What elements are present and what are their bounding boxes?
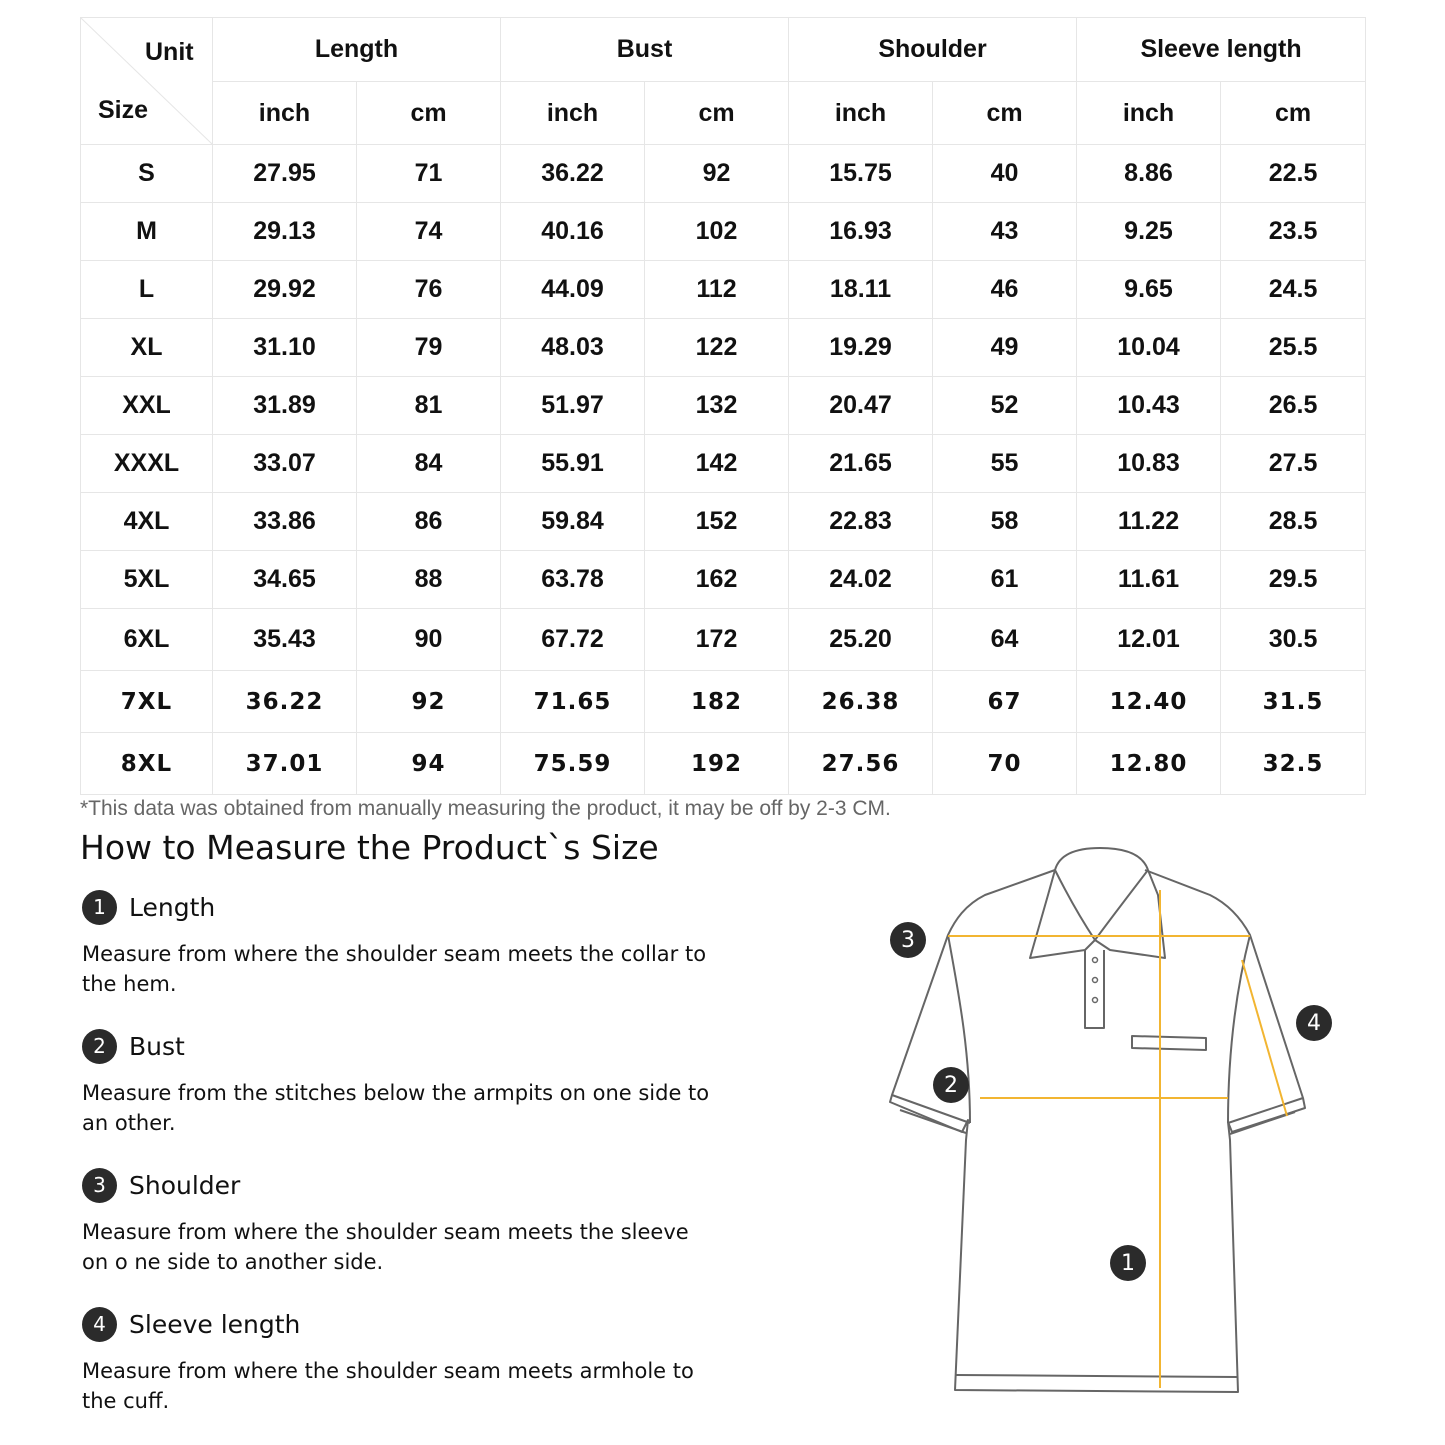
value-cell: 22.83: [789, 493, 933, 551]
value-cell: 152: [645, 493, 789, 551]
unit-header: inch: [1077, 82, 1221, 145]
value-cell: 51.97: [501, 377, 645, 435]
value-cell: 52: [933, 377, 1077, 435]
table-row: [81, 671, 1366, 733]
value-cell: 58: [933, 493, 1077, 551]
value-cell: 29.13: [213, 203, 357, 261]
value-cell: 55: [933, 435, 1077, 493]
size-cell: L: [81, 261, 213, 319]
value-cell: 24.5: [1221, 261, 1366, 319]
step-bust: [82, 1028, 722, 1138]
unit-size-corner-cell: [81, 18, 213, 145]
value-cell: 86: [357, 493, 501, 551]
value-cell: 84: [357, 435, 501, 493]
value-cell: 27.95: [213, 145, 357, 203]
header-shoulder: Shoulder: [789, 18, 1077, 82]
value-cell: 142: [645, 435, 789, 493]
value-cell: 67.72: [501, 609, 645, 671]
value-cell: 64: [933, 609, 1077, 671]
step-title: Length: [129, 892, 216, 922]
value-cell: 182: [645, 671, 789, 733]
value-cell: 33.86: [213, 493, 357, 551]
table-row: [81, 319, 1366, 377]
size-cell: XXXL: [81, 435, 213, 493]
value-cell: 10.83: [1077, 435, 1221, 493]
unit-header: cm: [933, 82, 1077, 145]
value-cell: 36.22: [501, 145, 645, 203]
table-row: [81, 145, 1366, 203]
value-cell: 12.80: [1077, 733, 1221, 795]
value-cell: 88: [357, 551, 501, 609]
unit-header: inch: [213, 82, 357, 145]
size-cell: 4XL: [81, 493, 213, 551]
size-cell: 7XL: [81, 671, 213, 733]
value-cell: 70: [933, 733, 1077, 795]
value-cell: 76: [357, 261, 501, 319]
value-cell: 71.65: [501, 671, 645, 733]
value-cell: 22.5: [1221, 145, 1366, 203]
value-cell: 112: [645, 261, 789, 319]
header-sleeve-length: Sleeve length: [1077, 18, 1366, 82]
value-cell: 43: [933, 203, 1077, 261]
value-cell: 10.43: [1077, 377, 1221, 435]
step-number-badge: 4: [82, 1307, 117, 1342]
value-cell: 15.75: [789, 145, 933, 203]
unit-header: inch: [789, 82, 933, 145]
value-cell: 79: [357, 319, 501, 377]
step-description: Measure from where the shoulder seam meets the sleeve on o ne side to another side.: [82, 1220, 689, 1274]
size-cell: 6XL: [81, 609, 213, 671]
value-cell: 55.91: [501, 435, 645, 493]
value-cell: 10.04: [1077, 319, 1221, 377]
value-cell: 23.5: [1221, 203, 1366, 261]
value-cell: 92: [357, 671, 501, 733]
value-cell: 122: [645, 319, 789, 377]
value-cell: 31.10: [213, 319, 357, 377]
polo-shirt-illustration: [870, 840, 1330, 1420]
value-cell: 92: [645, 145, 789, 203]
value-cell: 11.61: [1077, 551, 1221, 609]
value-cell: 26.5: [1221, 377, 1366, 435]
value-cell: 75.59: [501, 733, 645, 795]
size-cell: 5XL: [81, 551, 213, 609]
value-cell: 59.84: [501, 493, 645, 551]
step-description: Measure from the stitches below the armpits on one side to an other.: [82, 1081, 710, 1135]
value-cell: 44.09: [501, 261, 645, 319]
size-cell: M: [81, 203, 213, 261]
unit-header: inch: [501, 82, 645, 145]
value-cell: 31.89: [213, 377, 357, 435]
size-chart-table: [80, 17, 1366, 795]
table-row: [81, 551, 1366, 609]
value-cell: 11.22: [1077, 493, 1221, 551]
value-cell: 35.43: [213, 609, 357, 671]
value-cell: 16.93: [789, 203, 933, 261]
value-cell: 27.5: [1221, 435, 1366, 493]
value-cell: 46: [933, 261, 1077, 319]
value-cell: 29.5: [1221, 551, 1366, 609]
value-cell: 34.65: [213, 551, 357, 609]
value-cell: 192: [645, 733, 789, 795]
step-title: Shoulder: [129, 1170, 241, 1200]
value-cell: 40: [933, 145, 1077, 203]
header-length: Length: [213, 18, 501, 82]
value-cell: 162: [645, 551, 789, 609]
size-cell: XL: [81, 319, 213, 377]
size-cell: XXL: [81, 377, 213, 435]
value-cell: 28.5: [1221, 493, 1366, 551]
value-cell: 102: [645, 203, 789, 261]
size-cell: S: [81, 145, 213, 203]
unit-header: cm: [357, 82, 501, 145]
value-cell: 31.5: [1221, 671, 1366, 733]
value-cell: 132: [645, 377, 789, 435]
value-cell: 61: [933, 551, 1077, 609]
step-shoulder: [82, 1167, 722, 1277]
value-cell: 25.5: [1221, 319, 1366, 377]
value-cell: 26.38: [789, 671, 933, 733]
table-row: [81, 377, 1366, 435]
value-cell: 12.40: [1077, 671, 1221, 733]
unit-header: cm: [1221, 82, 1366, 145]
unit-header: cm: [645, 82, 789, 145]
value-cell: 71: [357, 145, 501, 203]
step-length: [82, 889, 722, 999]
value-cell: 33.07: [213, 435, 357, 493]
value-cell: 8.86: [1077, 145, 1221, 203]
step-number-badge: 1: [82, 890, 117, 925]
value-cell: 67: [933, 671, 1077, 733]
table-row: [81, 261, 1366, 319]
table-row: [81, 435, 1366, 493]
marker-shoulder: 3: [890, 922, 926, 958]
value-cell: 49: [933, 319, 1077, 377]
value-cell: 94: [357, 733, 501, 795]
step-title: Bust: [129, 1031, 185, 1061]
value-cell: 24.02: [789, 551, 933, 609]
value-cell: 48.03: [501, 319, 645, 377]
size-cell: 8XL: [81, 733, 213, 795]
table-row: [81, 733, 1366, 795]
step-number-badge: 3: [82, 1168, 117, 1203]
value-cell: 40.16: [501, 203, 645, 261]
value-cell: 63.78: [501, 551, 645, 609]
value-cell: 9.25: [1077, 203, 1221, 261]
polo-shirt-diagram: [870, 840, 1330, 1420]
value-cell: 20.47: [789, 377, 933, 435]
value-cell: 81: [357, 377, 501, 435]
value-cell: 30.5: [1221, 609, 1366, 671]
value-cell: 19.29: [789, 319, 933, 377]
step-number-badge: 2: [82, 1029, 117, 1064]
value-cell: 90: [357, 609, 501, 671]
step-description: Measure from where the shoulder seam meets the collar to the hem.: [82, 942, 707, 996]
step-title: Sleeve length: [129, 1309, 301, 1339]
marker-sleeve-length: 4: [1296, 1005, 1332, 1041]
marker-length: 1: [1110, 1245, 1146, 1281]
header-bust: Bust: [501, 18, 789, 82]
table-row: [81, 203, 1366, 261]
value-cell: 25.20: [789, 609, 933, 671]
value-cell: 29.92: [213, 261, 357, 319]
value-cell: 36.22: [213, 671, 357, 733]
table-row: [81, 493, 1366, 551]
value-cell: 18.11: [789, 261, 933, 319]
marker-bust: 2: [933, 1067, 969, 1103]
value-cell: 172: [645, 609, 789, 671]
how-to-measure-title: How to Measure the Product`s Size: [80, 828, 659, 867]
value-cell: 37.01: [213, 733, 357, 795]
value-cell: 9.65: [1077, 261, 1221, 319]
corner-size-label: Size: [98, 96, 149, 124]
step-sleeve-length: [82, 1306, 722, 1416]
value-cell: 27.56: [789, 733, 933, 795]
value-cell: 12.01: [1077, 609, 1221, 671]
measurement-note: *This data was obtained from manually measuring the product, it may be off by 2-3 CM.: [80, 797, 891, 820]
step-description: Measure from where the shoulder seam meets armhole to the cuff.: [82, 1359, 694, 1413]
corner-unit-label: Unit: [145, 38, 194, 66]
table-row: [81, 609, 1366, 671]
value-cell: 32.5: [1221, 733, 1366, 795]
value-cell: 21.65: [789, 435, 933, 493]
value-cell: 74: [357, 203, 501, 261]
